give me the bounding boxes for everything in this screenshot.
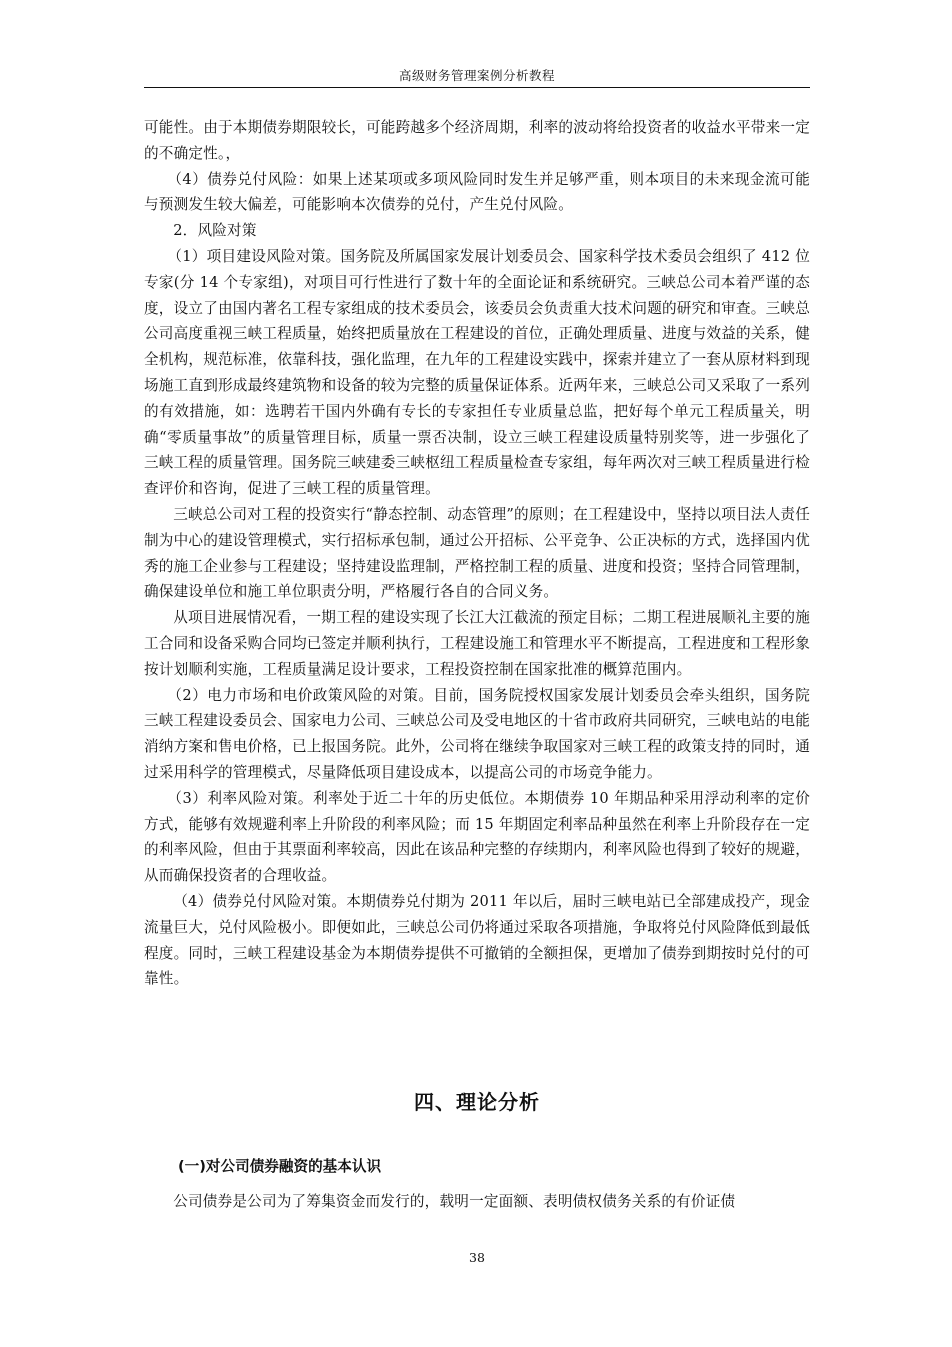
paragraph-redemption-countermeasure: （4）债券兑付风险对策。本期债券兑付期为 2011 年以后，届时三峡电站已全部建成投产，现金流量巨大，兑付风险极小。即便如此，三峡总公司仍将通过采取各项措施，争取将兑付风险降低到最低程度。同时，三峡工程建设基金为本期债券提供不可撤销的全额担保，更增加了债券到期按时兑付的可靠性。 xyxy=(144,892,810,988)
paragraph-continuation: 可能性。由于本期债券期限较长，可能跨越多个经济周期，利率的波动将给投资者的收益水平带来一定的不确定性。， xyxy=(144,119,810,162)
paragraph-bond-definition-text: 公司债券是公司为了筹集资金而发行的，载明一定面额、表明债权债务关系的有价证债 xyxy=(173,1193,736,1210)
body-text xyxy=(144,115,810,992)
paragraph-construction-risk-countermeasure: （1）项目建设风险对策。国务院及所属国家发展计划委员会、国家科学技术委员会组织了 412 位专家(分 14 个专家组)，对项目可行性进行了数十年的全面论证和系统研究。三峡总公司本着严谨的态度，设立了由国内著名工程专家组成的技术委员会，该委员会负责重大技术问题的研究和审查。三峡总公司高度重视三峡工程质量，始终把质量放在工程建设的首位，正确处理质量、进度与效益的关系，健全机构，规范标准，依靠科技，强化监理，在九年的工程建设实践中，探索并建立了一套从原材料到现场施工直到形成最终建筑物和设备的较为完整的质量保证体系。近两年来，三峡总公司又采取了一系列的有效措施，如：选聘若干国内外确有专长的专家担任专业质量总监，把好每个单元工程质量关，明确“零质量事故”的质量管理目标，质量一票否决制，设立三峡工程建设质量特别奖等，进一步强化了三峡工程的质量管理。国务院三峡建委三峡枢纽工程质量检查专家组，每年两次对三峡工程质量进行检查评价和咨询，促进了三峡工程的质量管理。 xyxy=(144,247,810,498)
running-header: 高级财务管理案例分析教程 xyxy=(398,68,555,83)
heading-risk-countermeasures: 2．风险对策 xyxy=(173,222,257,240)
paragraph-power-market-countermeasure: （2）电力市场和电价政策风险的对策。目前，国务院授权国家发展计划委员会牵头组织，国务院三峡工程建设委员会、国家电力公司、三峡总公司及受电地区的十省市政府共同研究，三峡电站的电能消纳方案和售电价格，已上报国务院。此外，公司将在继续争取国家对三峡工程的政策支持的同时，通过采用科学的管理模式，尽量降低项目建设成本，以提高公司的市场竞争能力。 xyxy=(144,686,810,781)
page-number: 38 xyxy=(469,1250,485,1265)
paragraph-investment-control: 三峡总公司对工程的投资实行“静态控制、动态管理”的原则；在工程建设中，坚持以项目法人责任制为中心的建设管理模式，实行招标承包制，通过公开招标、公平竞争、公正决标的方式，选择国内优秀的施工企业参与工程建设；坚持建设监理制，严格控制工程的质量、进度和投资；坚持合同管理制，确保建设单位和施工单位职责分明，严格履行各自的合同义务。 xyxy=(144,505,810,601)
section-title: 四、理论分析 xyxy=(414,1090,540,1114)
subsection-title: (一)对公司债券融资的基本认识 xyxy=(178,1158,382,1175)
paragraph-bond-definition xyxy=(144,1189,810,1215)
paragraph-redemption-risk: （4）债券兑付风险：如果上述某项或多项风险同时发生并足够严重，则本项目的未来现金流可能与预测发生较大偏差，可能影响本次债券的兑付，产生兑付风险。 xyxy=(144,170,810,214)
paragraph-project-progress: 从项目进展情况看，一期工程的建设实现了长江大江截流的预定目标；二期工程进展顺礼主要的施工合同和设备采购合同均已签定并顺利执行，工程建设施工和管理水平不断提高，工程进度和工程形象按计划顺利实施，工程质量满足设计要求，工程投资控制在国家批准的概算范围内。 xyxy=(144,609,810,678)
paragraph-interest-rate-countermeasure: （3）利率风险对策。利率处于近二十年的历史低位。本期债券 10 年期品种采用浮动利率的定价方式，能够有效规避利率上升阶段的利率风险；而 15 年期固定利率品种虽然在利率上升阶段存在一定的利率风险，但由于其票面利率较高，因此在该品种完整的存续期内，利率风险也得到了较好的规避，从而确保投资者的合理收益。 xyxy=(144,789,810,885)
header-rule xyxy=(144,87,810,88)
